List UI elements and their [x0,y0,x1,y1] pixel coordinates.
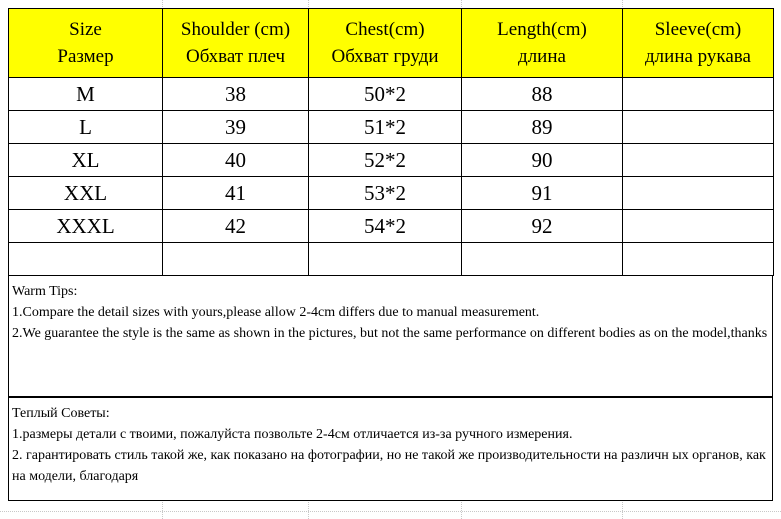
header-size-ru: Размер [57,46,114,67]
warm-tips-title: Warm Tips: [12,284,78,299]
cell-empty [9,243,163,276]
cell-sleeve [623,144,774,177]
table-row [9,78,774,111]
cell-shoulder: 40 [163,144,309,177]
cell-size: M [9,78,163,111]
cell-size: L [9,111,163,144]
cell-chest: 53*2 [309,177,462,210]
cell-empty [623,243,774,276]
header-shoulder-ru: Обхват плеч [185,46,286,67]
cell-chest: 51*2 [309,111,462,144]
cell-empty [309,243,462,276]
table-row [9,210,774,243]
cell-length: 92 [462,210,623,243]
cell-sleeve [623,177,774,210]
header-sleeve-ru: длина рукава [645,46,751,67]
table-row [9,111,774,144]
cell-size: XXL [9,177,163,210]
header-row [9,9,774,78]
header-shoulder [163,9,309,78]
cell-empty [462,243,623,276]
warm-tips-line-2-ru: 2. гарантировать стиль такой же, как показано на фотографии, но не такой же производительности на различн ых органов, как на модели, благодаря [12,448,766,484]
cell-empty [163,243,309,276]
table-row [9,144,774,177]
cell-shoulder: 38 [163,78,309,111]
warm-tips-line-1-ru: 1.размеры детали с твоими, пожалуйста позвольте 2-4см отличается из-за ручного измерения. [12,427,573,442]
header-length [462,9,623,78]
cell-length: 91 [462,177,623,210]
size-chart-table [8,8,774,276]
header-chest [309,9,462,78]
cell-size: XL [9,144,163,177]
header-shoulder-en: Shoulder (cm) [180,19,291,40]
header-size-en: Size [69,19,102,40]
cell-length: 89 [462,111,623,144]
cell-chest: 52*2 [309,144,462,177]
header-sleeve [623,9,774,78]
cell-length: 90 [462,144,623,177]
cell-sleeve [623,210,774,243]
cell-length: 88 [462,78,623,111]
header-size [9,9,163,78]
table-row [9,177,774,210]
header-chest-en: Chest(cm) [345,19,425,40]
warm-tips-english [8,276,773,397]
header-sleeve-en: Sleeve(cm) [654,19,742,40]
header-length-ru: длина [518,46,566,67]
cell-shoulder: 39 [163,111,309,144]
cell-chest: 50*2 [309,78,462,111]
cell-sleeve [623,111,774,144]
cell-chest: 54*2 [309,210,462,243]
cell-size: XXXL [9,210,163,243]
warm-tips-russian [8,397,773,501]
cell-sleeve [623,78,774,111]
warm-tips-line-2: 2.We guarantee the style is the same as shown in the pictures, but not the same performance on different bodies as on the model,thanks [12,326,768,341]
warm-tips-line-1: 1.Compare the detail sizes with yours,please allow 2-4cm differs due to manual measurement. [12,305,540,320]
header-length-en: Length(cm) [497,19,587,40]
table-row-empty [9,243,774,276]
cell-shoulder: 42 [163,210,309,243]
header-chest-ru: Обхват груди [331,46,439,67]
warm-tips-title-ru: Теплый Советы: [12,406,110,421]
cell-shoulder: 41 [163,177,309,210]
